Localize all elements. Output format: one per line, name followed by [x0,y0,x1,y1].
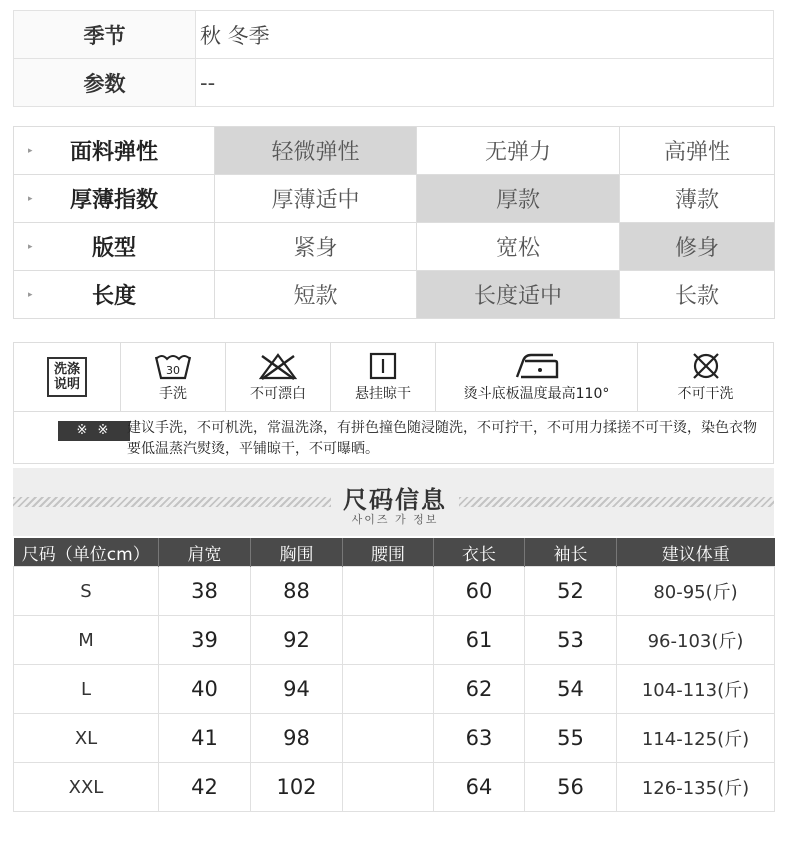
size-info-subtitle: 사이즈 가 정보 [351,513,439,526]
no-dry-clean-icon [690,351,722,381]
column-header: 尺码（单位cm） [14,538,159,567]
table-cell: 63 [434,714,525,763]
attr-option: 厚薄适中 [215,175,417,223]
no-bleach-icon [257,351,299,381]
table-cell: 61 [434,616,525,665]
size-cell: XL [14,714,159,763]
wash-caption: 不可干洗 [677,386,734,402]
hang-dry-icon [368,351,398,381]
table-row [14,714,775,763]
attr-label [14,175,215,223]
table-cell: 38 [159,567,251,616]
iron-110-icon [513,351,561,381]
attr-option: 无弹力 [417,127,620,175]
table-cell: 40 [159,665,251,714]
attr-label [14,223,215,271]
wash-caption: 悬挂晾干 [355,386,411,402]
table-cell: 54 [525,665,617,714]
table-row [14,616,775,665]
season-label: 季节 [14,11,196,59]
attr-option: 高弹性 [620,127,775,175]
attr-option: 紧身 [215,223,417,271]
attr-label [14,271,215,319]
care-note-tag: ※ ※ [58,421,130,441]
size-table [13,538,775,812]
table-cell [343,763,434,812]
weight-cell: 114-125(斤) [617,714,775,763]
table-cell: 92 [251,616,343,665]
wash-item-iron [436,343,638,411]
product-info-table [13,10,774,107]
size-cell: M [14,616,159,665]
badge-line-2: 说明 [53,377,80,392]
table-row [14,763,775,812]
wash-temp-text: 30 [166,364,180,377]
thickness-label: 厚薄指数 [69,188,158,213]
attr-label [14,127,215,175]
table-row [14,665,775,714]
attr-row-thickness [14,175,775,223]
wash-item-hand-wash [121,343,226,411]
info-row-season [14,11,774,59]
table-cell: 62 [434,665,525,714]
arrow-right-icon: ▸ [28,289,33,300]
fit-label: 版型 [91,236,136,261]
table-cell: 98 [251,714,343,763]
table-cell: 39 [159,616,251,665]
wash-item-no-bleach [226,343,331,411]
size-info-title: 尺码信息 [343,486,447,514]
badge-line-1: 洗涤 [53,362,80,377]
size-info-banner [13,468,774,536]
attr-option: 短款 [215,271,417,319]
table-cell: 55 [525,714,617,763]
table-cell: 64 [434,763,525,812]
wash-item-hang-dry [331,343,436,411]
elasticity-label: 面料弹性 [69,140,158,165]
table-cell [343,714,434,763]
column-header: 衣长 [434,538,525,567]
wash-badge-cell [14,343,121,411]
size-cell: S [14,567,159,616]
arrow-right-icon: ▸ [28,145,33,156]
attr-row-elasticity [14,127,775,175]
column-header: 胸围 [251,538,343,567]
season-value: 秋 冬季 [196,11,774,59]
table-cell: 52 [525,567,617,616]
banner-stripe-right [459,497,774,507]
table-cell: 94 [251,665,343,714]
column-header: 腰围 [343,538,434,567]
fabric-attribute-table [13,126,775,319]
table-cell: 102 [251,763,343,812]
table-cell: 53 [525,616,617,665]
wash-caption: 不可漂白 [250,386,306,402]
wash-item-no-dry-clean [638,343,773,411]
info-row-params [14,59,774,107]
table-cell: 56 [525,763,617,812]
hand-wash-30-icon [153,351,193,381]
wash-instructions-badge [47,357,87,397]
table-cell: 60 [434,567,525,616]
wash-caption: 手洗 [159,386,187,402]
table-cell [343,665,434,714]
weight-cell: 104-113(斤) [617,665,775,714]
size-table-header [14,538,775,567]
arrow-right-icon: ▸ [28,241,33,252]
weight-cell: 80-95(斤) [617,567,775,616]
attr-option: 长度适中 [417,271,620,319]
care-note-text: 建议手洗，不可机洗，常温洗涤，有拼色撞色随浸随洗，不可拧干，不可用力揉搓不可干烫，染色衣物要低温蒸汽熨烫，平铺晾干，不可曝晒。 [127,420,757,457]
params-label: 参数 [14,59,196,107]
attr-option: 厚款 [417,175,620,223]
attr-row-length [14,271,775,319]
column-header: 袖长 [525,538,617,567]
length-label: 长度 [91,284,136,309]
wash-caption: 烫斗底板温度最高110° [463,386,610,402]
column-header: 肩宽 [159,538,251,567]
attr-option: 长款 [620,271,775,319]
table-cell: 41 [159,714,251,763]
params-value: -- [196,59,774,107]
table-row [14,567,775,616]
table-cell: 88 [251,567,343,616]
size-cell: XXL [14,763,159,812]
column-header: 建议体重 [617,538,775,567]
table-cell [343,567,434,616]
attr-row-fit [14,223,775,271]
arrow-right-icon: ▸ [28,193,33,204]
attr-option: 修身 [620,223,775,271]
attr-option: 宽松 [417,223,620,271]
weight-cell: 96-103(斤) [617,616,775,665]
attr-option: 轻微弹性 [215,127,417,175]
attr-option: 薄款 [620,175,775,223]
size-cell: L [14,665,159,714]
wash-instructions-row [13,342,774,412]
weight-cell: 126-135(斤) [617,763,775,812]
table-cell [343,616,434,665]
care-note [13,412,774,464]
table-cell: 42 [159,763,251,812]
banner-stripe-left [13,497,331,507]
